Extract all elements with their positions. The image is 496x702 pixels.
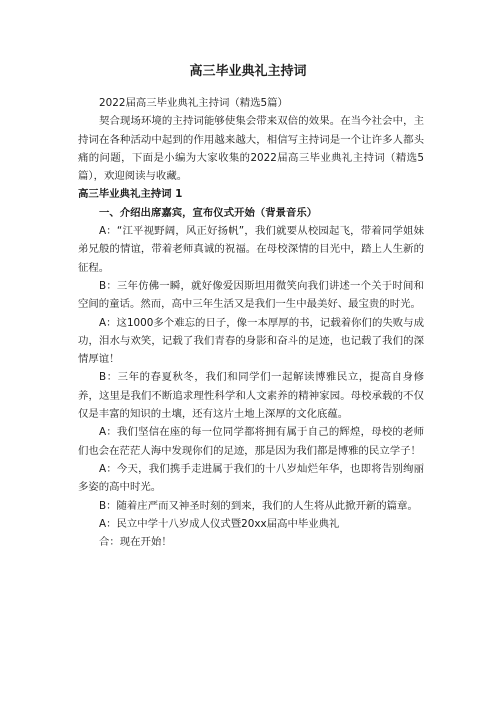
- intro-paragraph: 契合现场环境的主持词能够使集会带来双倍的效果。在当今社会中，主持词在各种活动中起到的作用越来越大，相信写主持词是一个让许多人都头痛的问题，下面是小编为大家收集的2022届高三毕业典礼主持词（精选5篇），欢迎阅读与收藏。: [78, 115, 424, 183]
- body-paragraph: B：随着庄严而又神圣时刻的到来，我们的人生将从此掀开新的篇章。: [99, 499, 418, 512]
- document-content: [78, 94, 424, 551]
- document-title: 高三毕业典礼主持词: [189, 64, 307, 79]
- body-paragraph: B：三年仿佛一瞬，就好像爱因斯坦用微笑向我们讲述一个关于时间和空间的童话。然而，高中三年生活又是我们一生中最美好、最宝贵的时光。: [78, 279, 424, 311]
- body-paragraph: A：这1000多个难忘的日子，像一本厚厚的书，记载着你们的失败与成功，泪水与欢笑，记载了我们青春的身影和奋斗的足迹，也记载了我们的深情厚谊！: [78, 316, 424, 366]
- body-paragraph: A：“江平视野阔，风正好扬帆”，我们就要从校园起飞，带着同学姐妹弟兄般的情谊，带着老师真诚的祝福。在母校深情的目光中，踏上人生新的征程。: [78, 225, 424, 274]
- body-paragraph: A：今天，我们携手走进属于我们的十八岁灿烂年华，也即将告别绚丽多姿的高中时光。: [78, 462, 424, 494]
- section-heading: 高三毕业典礼主持词 1: [78, 188, 183, 201]
- body-paragraph: B：三年的春夏秋冬，我们和同学们一起解读博雅民立，提高自身修养，这里是我们不断追求理性科学和人文素养的精神家园。母校承载的不仅仅是丰富的知识的土壤，还有这片土地上深厚的文化底蕴。: [78, 371, 424, 421]
- subheading: 一、介绍出席嘉宾，宣布仪式开始（背景音乐）: [99, 206, 318, 219]
- body-paragraph: 合：现在开始！: [99, 536, 172, 549]
- body-paragraph: A：民立中学十八岁成人仪式暨20xx届高中毕业典礼: [99, 517, 340, 530]
- body-paragraph: A：我们坚信在座的每一位同学都将拥有属于自己的辉煌，母校的老师们也会在茫茫人海中发现你们的足迹，那是因为我们都是博雅的民立学子！: [78, 426, 424, 457]
- subtitle-paragraph: 2022届高三毕业典礼主持词（精选5篇）: [99, 97, 288, 109]
